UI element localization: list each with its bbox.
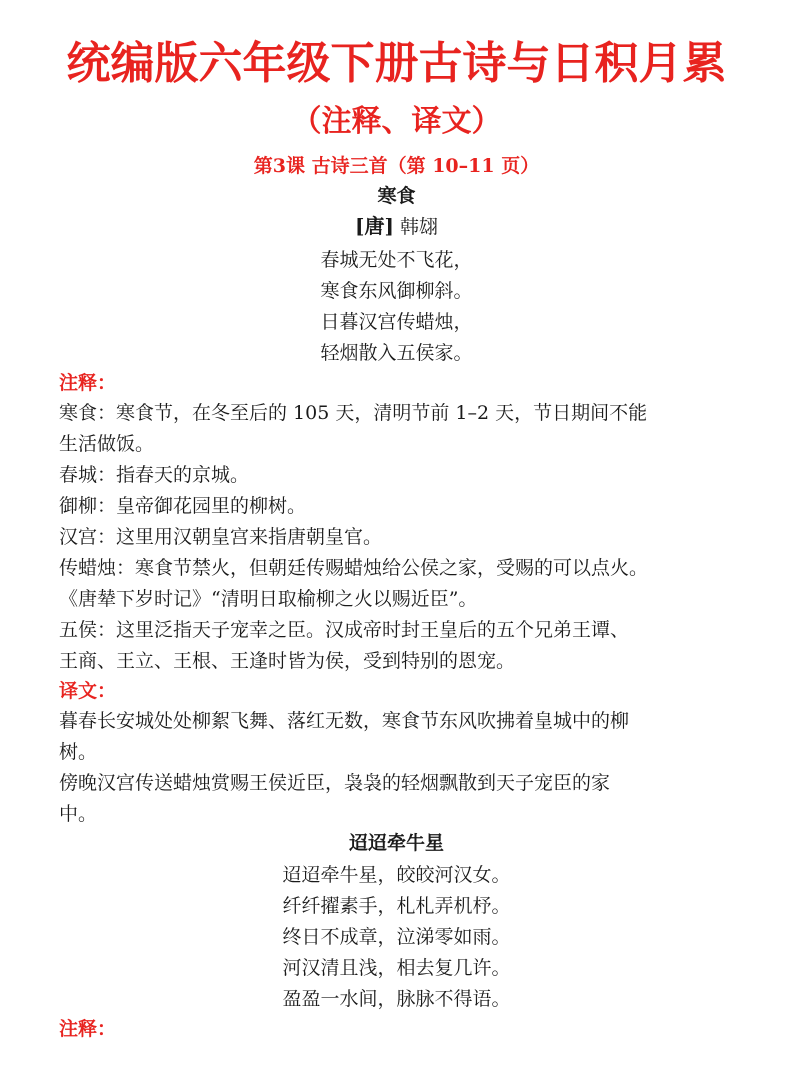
note-line: 五侯：这里泛指天子宠幸之臣。汉成帝时封王皇后的五个兄弟王谭、 — [59, 619, 630, 641]
poem-line: 盈盈一水间，脉脉不得语。 — [282, 988, 511, 1010]
poem-line: 河汉清且浅，相去复几许。 — [282, 957, 511, 979]
poem-author-line — [0, 212, 793, 241]
poem-author: 韩翃 — [399, 216, 438, 238]
poem-line: 春城无处不飞花， — [320, 249, 473, 271]
poem-line: 迢迢牵牛星，皎皎河汉女。 — [282, 864, 511, 886]
notes-heading: 注释： — [59, 372, 117, 394]
note-line: 御柳：皇帝御花园里的柳树。 — [59, 495, 307, 517]
poem-body — [0, 860, 793, 1015]
notes-body — [59, 398, 737, 677]
translation-line: 傍晚汉宫传送蜡烛赏赐王侯近臣，袅袅的轻烟飘散到天子宠臣的家 — [59, 772, 611, 794]
document-title: 统编版六年级下册古诗与日积月累 — [66, 38, 727, 89]
translation-line: 树。 — [59, 741, 98, 763]
poem-line: 终日不成章，泣涕零如雨。 — [282, 926, 511, 948]
translation-line: 中。 — [59, 803, 98, 825]
notes-heading: 注释： — [59, 1018, 117, 1040]
translation-line: 暮春长安城处处柳絮飞舞、落红无数，寒食节东风吹拂着皇城中的柳 — [59, 710, 630, 732]
poem-line: 轻烟散入五侯家。 — [320, 342, 473, 364]
note-line: 汉宫：这里用汉朝皇宫来指唐朝皇官。 — [59, 526, 383, 548]
poem-line: 寒食东风御柳斜。 — [320, 280, 473, 302]
poem-title: 迢迢牵牛星 — [348, 832, 444, 854]
document-subtitle: （注释、译文） — [291, 104, 502, 139]
poem-line: 纤纤擢素手，札札弄机杼。 — [282, 895, 511, 917]
note-line: 春城：指春天的京城。 — [59, 464, 250, 486]
note-line: 寒食：寒食节，在冬至后的 105 天，清明节前 1–2 天，节日期间不能 — [59, 402, 648, 424]
translation-heading: 译文： — [59, 680, 117, 702]
note-line: 《唐辇下岁时记》“清明日取榆柳之火以赐近臣”。 — [59, 588, 478, 610]
poem-body — [0, 245, 793, 369]
note-line: 王商、王立、王根、王逢时皆为侯，受到特别的恩宠。 — [59, 650, 516, 672]
lesson-heading: 第3课 古诗三首（第 10–11 页） — [253, 155, 540, 177]
poem-line: 日暮汉宫传蜡烛， — [320, 311, 473, 333]
translation-body — [59, 706, 737, 830]
note-line: 传蜡烛：寒食节禁火，但朝廷传赐蜡烛给公侯之家，受赐的可以点火。 — [59, 557, 649, 579]
poem-title: 寒食 — [377, 185, 416, 207]
note-line: 生活做饭。 — [59, 433, 155, 455]
poem-dynasty: [唐] — [355, 214, 394, 238]
